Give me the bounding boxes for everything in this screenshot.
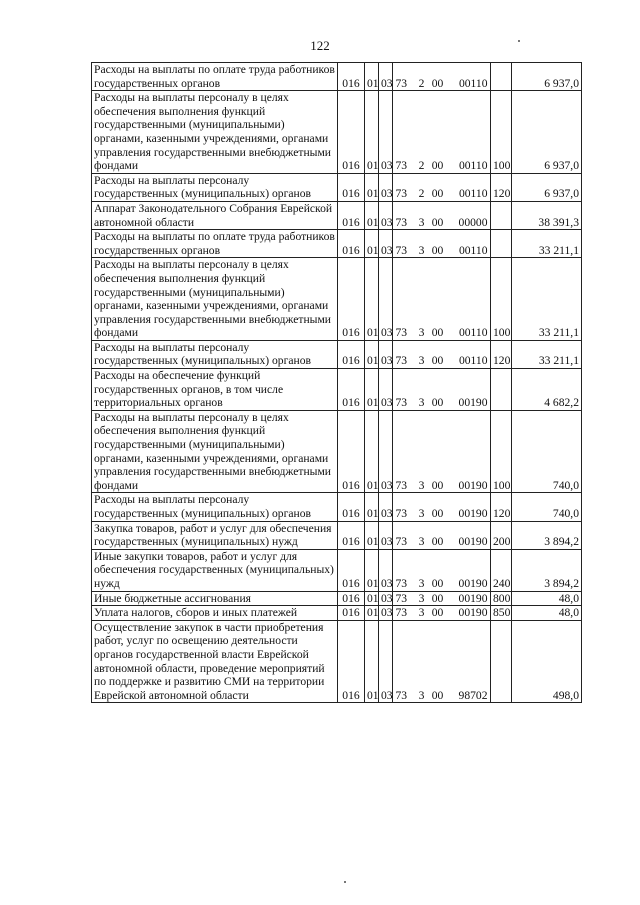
row-subprogram: 3 (418, 576, 425, 590)
table-row (92, 91, 582, 174)
row-section: 01 (365, 369, 379, 411)
row-subprogram: 3 (418, 535, 425, 549)
row-expense-type: 120 (491, 493, 512, 521)
row-name: Расходы на выплаты по оплате труда работников государственных органов (92, 230, 338, 258)
row-subprogram: 3 (418, 326, 425, 340)
row-expense-type (491, 620, 512, 703)
table-row (92, 63, 582, 91)
row-name: Расходы на выплаты персоналу в целях обеспечения выполнения функций государственными (муниципальными) органами, казенными учреждениями, органами управления государственными внебюджетными фондами (92, 410, 338, 493)
row-group: 00 (431, 326, 444, 340)
row-target-article (393, 493, 491, 521)
budget-table (91, 62, 582, 703)
table-row (92, 591, 582, 606)
scan-speck (518, 40, 520, 42)
row-gov-code: 016 (338, 521, 365, 549)
row-target-article (393, 258, 491, 341)
row-gov-code: 016 (338, 230, 365, 258)
row-group: 00 (431, 591, 444, 605)
row-group: 00 (431, 606, 444, 620)
row-subsection: 03 (379, 606, 393, 621)
row-program: 73 (395, 354, 408, 368)
row-expense-type: 100 (491, 258, 512, 341)
row-subsection: 03 (379, 493, 393, 521)
row-subsection: 03 (379, 201, 393, 229)
row-program: 73 (395, 326, 408, 340)
row-subprogram: 3 (418, 354, 425, 368)
row-expense-type (491, 201, 512, 229)
table-row (92, 258, 582, 341)
row-direction: 00190 (458, 535, 488, 549)
row-group: 00 (431, 535, 444, 549)
row-subprogram: 3 (418, 591, 425, 605)
row-group: 00 (431, 354, 444, 368)
row-section: 01 (365, 521, 379, 549)
row-program: 73 (395, 576, 408, 590)
row-subsection: 03 (379, 340, 393, 368)
table-row (92, 173, 582, 201)
table-row (92, 230, 582, 258)
page-number: 122 (310, 38, 330, 53)
row-section: 01 (365, 340, 379, 368)
row-subprogram: 3 (418, 396, 425, 410)
row-group: 00 (431, 688, 444, 702)
row-subprogram: 3 (418, 215, 425, 229)
row-target-article (393, 620, 491, 703)
row-group: 00 (431, 159, 444, 173)
row-subprogram: 3 (418, 606, 425, 620)
row-name: Закупка товаров, работ и услуг для обеспечения государственных (муниципальных) нужд (92, 521, 338, 549)
row-group: 00 (431, 507, 444, 520)
row-expense-type: 120 (491, 173, 512, 201)
row-subsection: 03 (379, 258, 393, 341)
row-subsection: 03 (379, 63, 393, 91)
row-subprogram: 2 (418, 76, 425, 90)
row-sum: 4 682,2 (512, 369, 582, 411)
row-direction: 00110 (458, 243, 488, 257)
row-expense-type: 850 (491, 606, 512, 621)
row-name: Расходы на выплаты персоналу государственных (муниципальных) органов (92, 340, 338, 368)
row-gov-code: 016 (338, 91, 365, 174)
row-direction: 00110 (458, 187, 488, 201)
row-direction: 00110 (458, 159, 488, 173)
row-gov-code: 016 (338, 340, 365, 368)
row-expense-type (491, 369, 512, 411)
scan-speck (344, 881, 346, 883)
row-group: 00 (431, 187, 444, 201)
row-subprogram: 2 (418, 159, 425, 173)
table-row (92, 549, 582, 591)
row-gov-code: 016 (338, 591, 365, 606)
row-section: 01 (365, 410, 379, 493)
row-direction: 00000 (458, 215, 488, 229)
row-section: 01 (365, 258, 379, 341)
row-subsection: 03 (379, 549, 393, 591)
table-row (92, 369, 582, 411)
row-direction: 00110 (458, 354, 488, 368)
row-target-article (393, 63, 491, 91)
row-sum: 48,0 (512, 606, 582, 621)
row-name: Расходы на выплаты персоналу в целях обеспечения выполнения функций государственными (муниципальными) органами, казенными учреждениями, органами управления государственными внебюджетными фондами (92, 91, 338, 174)
row-gov-code: 016 (338, 606, 365, 621)
row-subsection: 03 (379, 369, 393, 411)
row-section: 01 (365, 173, 379, 201)
table-row (92, 493, 582, 521)
row-expense-type: 100 (491, 410, 512, 493)
row-subprogram: 2 (418, 187, 425, 201)
row-name: Расходы на выплаты по оплате труда работников государственных органов (92, 63, 338, 91)
row-section: 01 (365, 606, 379, 621)
row-section: 01 (365, 63, 379, 91)
row-name: Расходы на выплаты персоналу в целях обеспечения выполнения функций государственными (муниципальными) органами, казенными учреждениями, органами управления государственными внебюджетными фондами (92, 258, 338, 341)
row-program: 73 (395, 478, 408, 492)
row-section: 01 (365, 591, 379, 606)
row-gov-code: 016 (338, 201, 365, 229)
row-sum: 740,0 (512, 493, 582, 521)
row-target-article (393, 521, 491, 549)
row-sum: 3 894,2 (512, 549, 582, 591)
row-subsection: 03 (379, 521, 393, 549)
row-gov-code: 016 (338, 620, 365, 703)
row-target-article (393, 340, 491, 368)
row-program: 73 (395, 688, 408, 702)
row-name: Иные закупки товаров, работ и услуг для обеспечения государственных (муниципальных) нужд (92, 549, 338, 591)
row-direction: 00190 (458, 507, 488, 520)
row-program: 73 (395, 606, 408, 620)
row-expense-type: 800 (491, 591, 512, 606)
row-subsection: 03 (379, 620, 393, 703)
row-group: 00 (431, 215, 444, 229)
row-subprogram: 3 (418, 688, 425, 702)
row-target-article (393, 91, 491, 174)
row-target-article (393, 591, 491, 606)
row-expense-type: 120 (491, 340, 512, 368)
row-direction: 98702 (458, 688, 488, 702)
row-program: 73 (395, 159, 408, 173)
row-gov-code: 016 (338, 173, 365, 201)
row-subsection: 03 (379, 410, 393, 493)
row-subsection: 03 (379, 230, 393, 258)
row-section: 01 (365, 91, 379, 174)
row-section: 01 (365, 620, 379, 703)
row-program: 73 (395, 507, 408, 520)
row-target-article (393, 549, 491, 591)
table-row (92, 340, 582, 368)
row-name: Уплата налогов, сборов и иных платежей (92, 606, 338, 621)
row-sum: 6 937,0 (512, 91, 582, 174)
row-target-article (393, 369, 491, 411)
row-direction: 00190 (458, 478, 488, 492)
row-group: 00 (431, 396, 444, 410)
row-group: 00 (431, 76, 444, 90)
row-group: 00 (431, 243, 444, 257)
row-expense-type: 240 (491, 549, 512, 591)
table-row (92, 606, 582, 621)
row-gov-code: 016 (338, 369, 365, 411)
row-target-article (393, 410, 491, 493)
row-sum: 33 211,1 (512, 340, 582, 368)
row-program: 73 (395, 243, 408, 257)
row-sum: 33 211,1 (512, 230, 582, 258)
row-program: 73 (395, 187, 408, 201)
row-name: Расходы на выплаты персоналу государственных (муниципальных) органов (92, 173, 338, 201)
table-body (92, 63, 582, 703)
row-name: Расходы на обеспечение функций государственных органов, в том числе территориальных органов (92, 369, 338, 411)
row-sum: 38 391,3 (512, 201, 582, 229)
row-expense-type (491, 63, 512, 91)
row-gov-code: 016 (338, 549, 365, 591)
row-sum: 498,0 (512, 620, 582, 703)
row-section: 01 (365, 493, 379, 521)
row-subprogram: 3 (418, 507, 425, 520)
row-program: 73 (395, 535, 408, 549)
row-section: 01 (365, 201, 379, 229)
row-expense-type (491, 230, 512, 258)
row-direction: 00110 (458, 76, 488, 90)
row-program: 73 (395, 591, 408, 605)
row-direction: 00110 (458, 326, 488, 340)
row-target-article (393, 173, 491, 201)
row-section: 01 (365, 230, 379, 258)
row-name: Иные бюджетные ассигнования (92, 591, 338, 606)
row-subprogram: 3 (418, 478, 425, 492)
row-subsection: 03 (379, 91, 393, 174)
row-group: 00 (431, 576, 444, 590)
row-subsection: 03 (379, 591, 393, 606)
row-subsection: 03 (379, 173, 393, 201)
row-sum: 740,0 (512, 410, 582, 493)
table-row (92, 201, 582, 229)
row-sum: 48,0 (512, 591, 582, 606)
row-name: Аппарат Законодательного Собрания Еврейской автономной области (92, 201, 338, 229)
row-subprogram: 3 (418, 243, 425, 257)
row-direction: 00190 (458, 396, 488, 410)
row-gov-code: 016 (338, 493, 365, 521)
row-program: 73 (395, 396, 408, 410)
row-target-article (393, 201, 491, 229)
row-program: 73 (395, 76, 408, 90)
row-name: Расходы на выплаты персоналу государственных (муниципальных) органов (92, 493, 338, 521)
row-expense-type: 100 (491, 91, 512, 174)
row-direction: 00190 (458, 606, 488, 620)
row-name: Осуществление закупок в части приобретения работ, услуг по освещению деятельности органов государственной власти Еврейской автономной области, проведение мероприятий по поддержке и развитию СМИ на территории Еврейской автономной области (92, 620, 338, 703)
row-section: 01 (365, 549, 379, 591)
row-sum: 6 937,0 (512, 63, 582, 91)
table-row (92, 410, 582, 493)
row-sum: 3 894,2 (512, 521, 582, 549)
row-direction: 00190 (458, 591, 488, 605)
row-group: 00 (431, 478, 444, 492)
table-row (92, 521, 582, 549)
row-expense-type: 200 (491, 521, 512, 549)
row-program: 73 (395, 215, 408, 229)
row-gov-code: 016 (338, 410, 365, 493)
row-gov-code: 016 (338, 63, 365, 91)
row-target-article (393, 606, 491, 621)
row-gov-code: 016 (338, 258, 365, 341)
row-sum: 33 211,1 (512, 258, 582, 341)
row-target-article (393, 230, 491, 258)
row-direction: 00190 (458, 576, 488, 590)
row-sum: 6 937,0 (512, 173, 582, 201)
table-row (92, 620, 582, 703)
